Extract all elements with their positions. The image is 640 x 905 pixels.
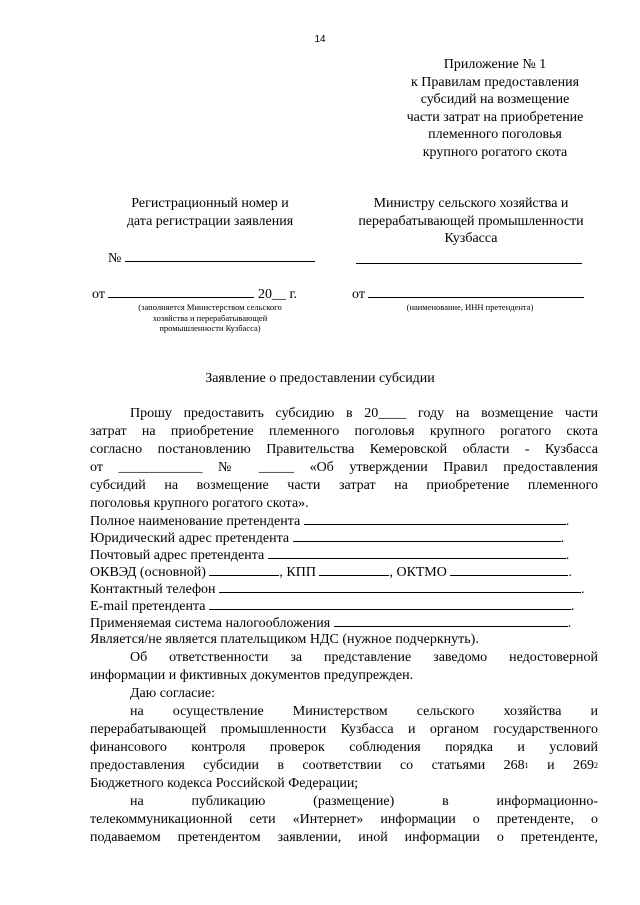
from-prefix: от [352, 287, 365, 302]
page-number: 14 [314, 34, 326, 45]
consent-line-with-articles [90, 757, 598, 775]
registration-date-line[interactable] [108, 285, 254, 298]
applicant-name-line[interactable] [368, 285, 584, 298]
appendix-line: Приложение № 1 [443, 57, 547, 72]
addressee-heading-line: перерабатывающей промышленности [358, 213, 584, 229]
consent-text: предоставления субсидии в соответствии со статьями 268 [90, 758, 525, 773]
request-line: субсидий на возмещение части затрат на приобретение племенного [90, 478, 598, 493]
request-paragraph [90, 405, 598, 513]
addressee-heading-line: Кузбасса [444, 231, 498, 246]
registration-date-field[interactable] [92, 285, 297, 303]
registration-note [100, 302, 320, 334]
tax-system-label: Применяемая система налогообложения [90, 616, 331, 631]
consent-line: Бюджетного кодекса Российской Федерации; [90, 776, 359, 791]
note-line: (заполняется Министерством сельского [138, 302, 282, 312]
appendix-line: к Правилам предоставления [410, 74, 580, 90]
responsibility-line: Об ответственности за представление заведомо недостоверной [130, 650, 598, 665]
registration-number-field[interactable] [108, 249, 315, 267]
registration-number-line[interactable] [125, 249, 315, 262]
tax-system-line[interactable] [334, 614, 568, 627]
consent-line: финансового контроля проверок соблюдения порядка и условий [90, 740, 598, 755]
consent-intro: Даю согласие: [130, 686, 215, 701]
okved-label: ОКВЭД (основной) [90, 565, 206, 580]
full-name-line[interactable] [304, 512, 566, 525]
phone-line[interactable] [219, 580, 581, 593]
field-period: . [581, 582, 585, 597]
kpp-label: , КПП [279, 565, 316, 580]
postal-address-line[interactable] [268, 546, 566, 559]
email-line[interactable] [209, 597, 571, 610]
appendix-line: части затрат на приобретение [406, 109, 584, 125]
vat-statement: Является/не является плательщиком НДС (нужное подчеркнуть). [90, 632, 479, 647]
date-prefix: от [92, 287, 105, 302]
consent-text: и 269 [528, 758, 594, 773]
field-period: . [567, 616, 572, 631]
request-line: поголовья крупного рогатого скота». [90, 496, 309, 511]
request-line: согласно постановлению Правительства Кемеровской области - Кузбасса [90, 442, 598, 457]
oktmo-line[interactable] [450, 563, 568, 576]
postal-address-label: Почтовый адрес претендента [90, 548, 265, 563]
field-period: . [565, 548, 570, 563]
addressee-extra-line[interactable] [356, 263, 582, 264]
addressee-heading-line: Министру сельского хозяйства и [373, 196, 569, 211]
field-period: . [568, 565, 572, 580]
registration-heading [95, 195, 325, 230]
responsibility-line: информации и фиктивных документов предупрежден. [90, 668, 414, 683]
number-sign: № [108, 251, 122, 266]
appendix-line: субсидий на возмещение [420, 92, 570, 107]
legal-address-line[interactable] [293, 529, 561, 542]
request-line: затрат на приобретение племенного поголовья крупного рогатого скота [90, 424, 598, 439]
addressee-heading [340, 195, 602, 248]
request-line: Прошу предоставить субсидию в 20____ году на возмещение части [130, 406, 598, 421]
field-period: . [565, 514, 570, 529]
applicant-note: (наименование, ИНН претендента) [406, 302, 534, 312]
oktmo-label: , ОКТМО [389, 565, 447, 580]
okved-line[interactable] [209, 563, 279, 576]
registration-heading-line: дата регистрации заявления [126, 213, 294, 229]
kpp-line[interactable] [319, 563, 389, 576]
legal-address-label: Юридический адрес претендента [90, 531, 290, 546]
responsibility-paragraph [90, 649, 598, 685]
field-period: . [560, 531, 565, 546]
note-line: хозяйства и перерабатывающей [152, 312, 268, 323]
appendix-line: племенного поголовья [428, 127, 562, 142]
consent-line: телекоммуникационной сети «Интернет» информации о претенденте, о [90, 812, 598, 827]
field-period: . [570, 599, 575, 614]
full-name-label: Полное наименование претендента [90, 514, 301, 529]
applicant-from-field[interactable] [352, 285, 584, 303]
appendix-line: крупного рогатого скота [422, 144, 568, 160]
year-text: 20__ г. [257, 287, 298, 302]
consent-section [90, 685, 598, 847]
superscript: 1 [524, 761, 529, 770]
consent-line: подаваемом претендентом заявлении, иной информации о претенденте, [90, 830, 598, 845]
request-line: от ____________ № _____ «Об утверждении Правил предоставления [90, 460, 598, 475]
superscript: 2 [594, 761, 598, 770]
email-label: E-mail претендента [90, 599, 206, 614]
appendix-header [370, 56, 620, 161]
consent-line: перерабатывающей промышленности Кузбасса и органом государственного [90, 722, 598, 737]
document-title: Заявление о предоставлении субсидии [205, 371, 435, 386]
phone-label: Контактный телефон [90, 582, 216, 597]
registration-heading-line: Регистрационный номер и [131, 196, 289, 211]
note-line: промышленности Кузбасса) [159, 323, 261, 333]
consent-line: на осуществление Министерством сельского хозяйства и [130, 704, 598, 719]
consent-line: на публикацию (размещение) в информационно- [130, 794, 598, 809]
